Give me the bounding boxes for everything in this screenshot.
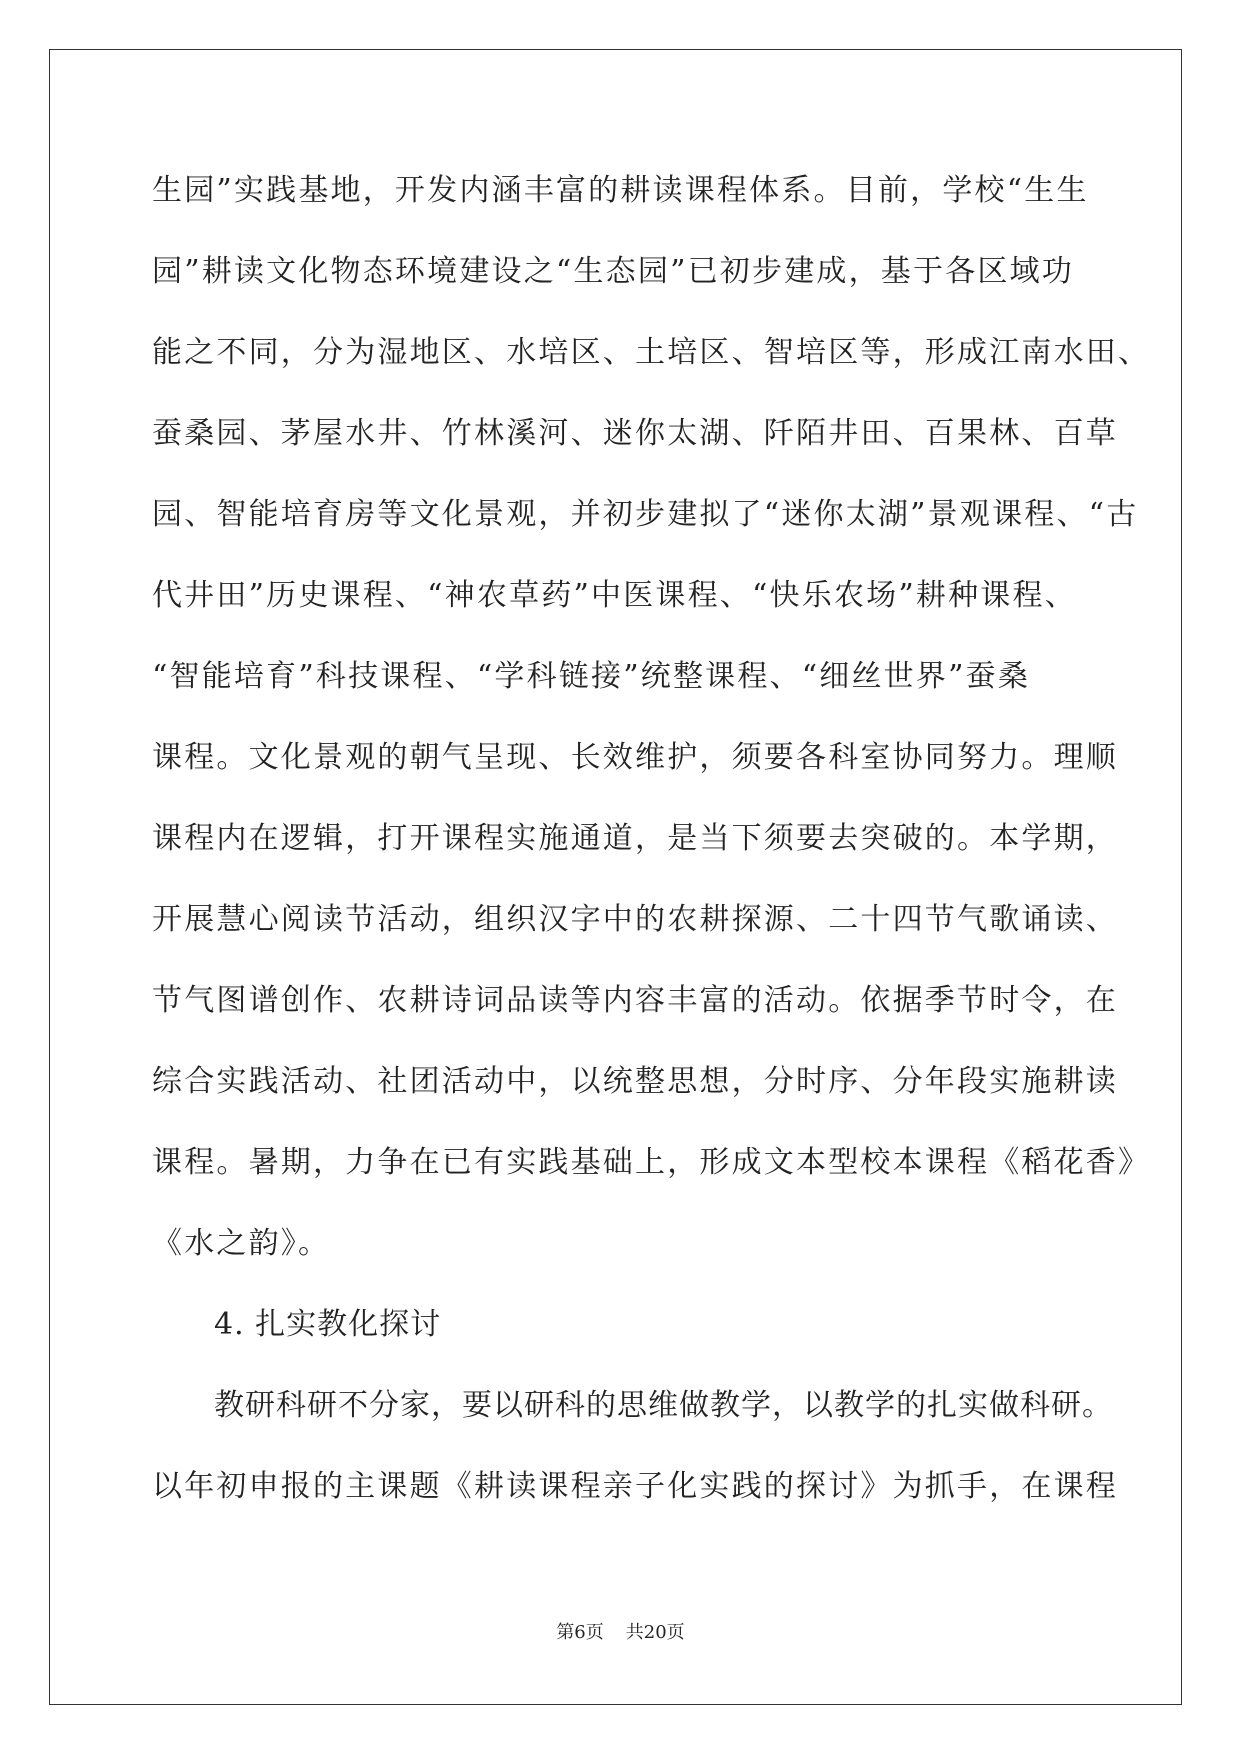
body-line: “智能培育”科技课程、“学科链接”统整课程、“细丝世界”蚕桑 [152,659,1031,694]
page-total: 共20页 [625,1622,685,1643]
page-number: 第6页 [556,1622,604,1643]
body-line: 课程。暑期，力争在已有实践基础上，形成文本型校本课程《稻花香》 [152,1145,1151,1180]
body-line: 教研科研不分家，要以研科的思维做教学，以教学的扎实做科研。 [214,1388,1113,1423]
body-line: 生园”实践基地，开发内涵丰富的耕读课程体系。目前，学校“生生 [152,173,1089,208]
body-line: 以年初申报的主课题《耕读课程亲子化实践的探讨》为抓手，在课程 [152,1469,1118,1504]
document-body [152,167,1151,1544]
body-line: 综合实践活动、社团活动中，以统整思想，分时序、分年段实施耕读 [152,1064,1118,1099]
body-line: 《水之韵》。 [152,1226,331,1261]
body-line: 代井田”历史课程、“神农草药”中医课程、“快乐农场”耕种课程、 [152,578,1077,613]
body-line: 课程。文化景观的朝气呈现、长效维护，须要各科室协同努力。理顺 [152,740,1118,775]
page-footer [0,1618,1241,1644]
section-heading: 4. 扎实教化探讨 [214,1307,442,1342]
body-line: 园、智能培育房等文化景观，并初步建拟了“迷你太湖”景观课程、“古 [152,497,1139,532]
body-line: 课程内在逻辑，打开课程实施通道，是当下须要去突破的。本学期， [152,821,1118,856]
body-line: 能之不同，分为湿地区、水培区、土培区、智培区等，形成江南水田、 [152,335,1151,370]
body-line: 蚕桑园、茅屋水井、竹林溪河、迷你太湖、阡陌井田、百果林、百草 [152,416,1118,451]
body-line: 节气图谱创作、农耕诗词品读等内容丰富的活动。依据季节时令，在 [152,983,1118,1018]
body-line: 园”耕读文化物态环境建设之“生态园”已初步建成，基于各区域功 [152,254,1075,289]
body-line: 开展慧心阅读节活动，组织汉字中的农耕探源、二十四节气歌诵读、 [152,902,1118,937]
